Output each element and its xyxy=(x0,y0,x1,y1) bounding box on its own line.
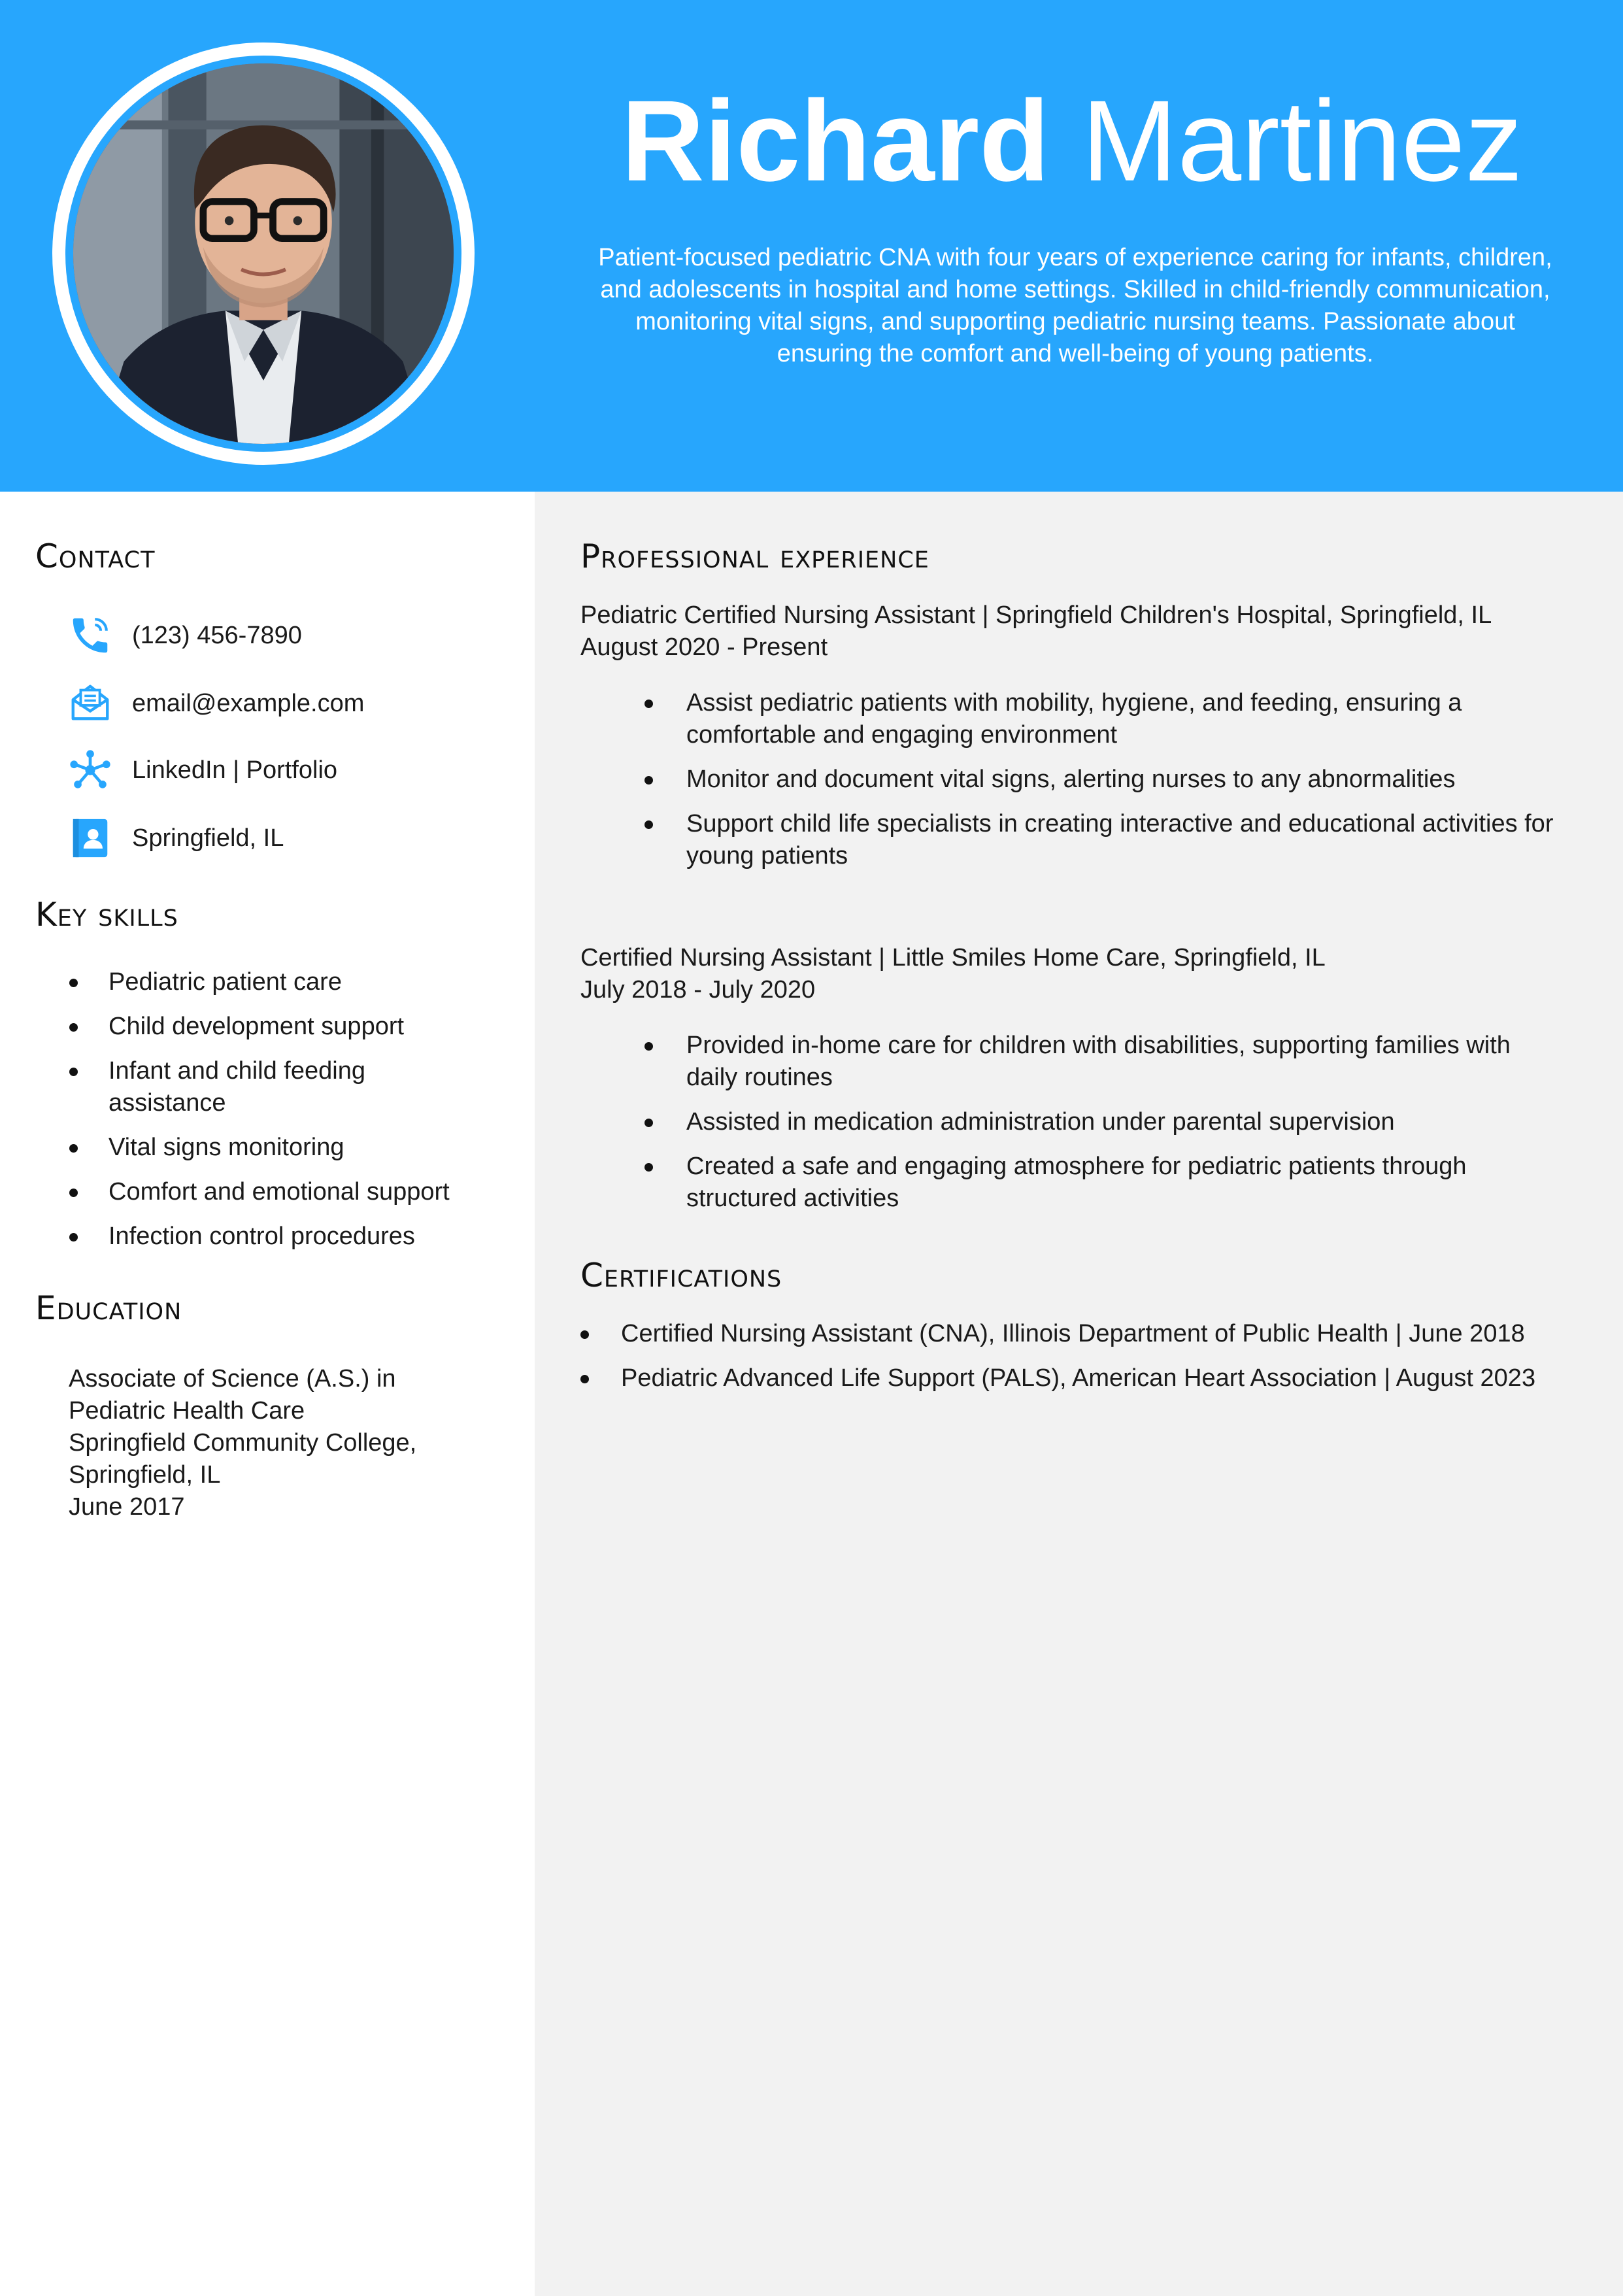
contact-phone xyxy=(65,609,302,662)
skill-text: Vital signs monitoring xyxy=(109,1134,344,1161)
key-skills-heading: Key skills xyxy=(35,896,178,934)
list-item xyxy=(67,966,485,998)
list-item xyxy=(580,1151,1561,1215)
duty-text: Assist pediatric patients with mobility, hygiene, and feeding, ensuring a comfortable and engaging environment xyxy=(686,689,1462,749)
first-name: Richard xyxy=(621,77,1050,205)
skills-list xyxy=(67,966,485,1265)
bullet-icon xyxy=(580,1375,589,1383)
job-duties xyxy=(580,687,1561,872)
education-entry xyxy=(69,1363,474,1523)
bullet-icon xyxy=(69,979,78,987)
list-item xyxy=(67,1132,485,1164)
skill-text: Child development support xyxy=(109,1013,405,1040)
list-item xyxy=(67,1011,485,1043)
last-name: Martinez xyxy=(1081,77,1523,205)
candidate-name xyxy=(582,78,1562,205)
contact-heading: Contact xyxy=(35,537,156,575)
bullet-icon xyxy=(580,1330,589,1339)
certifications-list xyxy=(580,1318,1561,1407)
job-entry xyxy=(580,599,1561,885)
skill-text: Infant and child feeding assistance xyxy=(109,1057,365,1117)
bullet-icon xyxy=(69,1233,78,1241)
bullet-icon xyxy=(69,1144,78,1153)
duty-text: Created a safe and engaging atmosphere for pediatric patients through structured activities xyxy=(686,1153,1467,1212)
bullet-icon xyxy=(69,1068,78,1076)
bullet-icon xyxy=(644,1119,653,1127)
job-entry xyxy=(580,942,1561,1227)
skill-text: Pediatric patient care xyxy=(109,968,342,996)
bullet-icon xyxy=(644,776,653,785)
bullet-icon xyxy=(644,1163,653,1172)
contact-links xyxy=(65,744,337,796)
duty-text: Support child life specialists in creating interactive and educational activities for young patients xyxy=(686,810,1554,869)
duty-text: Assisted in medication administration under parental supervision xyxy=(686,1108,1395,1136)
email-icon xyxy=(65,679,115,728)
certifications-heading: Certifications xyxy=(580,1257,782,1294)
experience-heading: Professional experience xyxy=(580,537,929,575)
certification-text: Pediatric Advanced Life Support (PALS), American Heart Association | August 2023 xyxy=(621,1364,1536,1392)
list-item xyxy=(580,808,1561,872)
degree-line-2: Pediatric Health Care xyxy=(69,1397,305,1425)
location: Springfield, IL xyxy=(132,824,284,852)
contact-card-icon xyxy=(65,813,115,863)
email-address[interactable]: email@example.com xyxy=(132,689,365,717)
duty-text: Monitor and document vital signs, alerting nurses to any abnormalities xyxy=(686,766,1456,793)
profile-photo xyxy=(65,56,461,452)
profile-summary: Patient-focused pediatric CNA with four years of experience caring for infants, children, and adolescents in hospital and home settings. Skilled in child-friendly communication, monitoring vital signs, and supporting pediatric nursing teams. Passionate about ensuring the comfort and well-being of young patients. xyxy=(598,244,1552,367)
phone-icon xyxy=(65,611,115,660)
phone-number[interactable]: (123) 456-7890 xyxy=(132,621,302,649)
bullet-icon xyxy=(69,1189,78,1197)
network-icon xyxy=(65,745,115,795)
contact-location xyxy=(65,812,284,864)
list-item xyxy=(580,687,1561,751)
job-dates: August 2020 - Present xyxy=(580,633,828,661)
skill-text: Infection control procedures xyxy=(109,1223,415,1250)
bullet-icon xyxy=(644,820,653,829)
job-duties xyxy=(580,1030,1561,1215)
contact-email xyxy=(65,677,364,730)
linkedin-portfolio-link[interactable]: LinkedIn | Portfolio xyxy=(132,756,338,784)
job-title: Certified Nursing Assistant | Little Smiles Home Care, Springfield, IL xyxy=(580,944,1326,971)
profile-photo-frame xyxy=(52,42,475,465)
skill-text: Comfort and emotional support xyxy=(109,1178,450,1206)
job-title: Pediatric Certified Nursing Assistant | Springfield Children's Hospital, Springfield, IL xyxy=(580,601,1492,629)
job-dates: July 2018 - July 2020 xyxy=(580,976,816,1004)
degree-line-1: Associate of Science (A.S.) in xyxy=(69,1365,396,1393)
school-name: Springfield Community College, xyxy=(69,1429,417,1457)
list-item xyxy=(580,764,1561,796)
school-location: Springfield, IL xyxy=(69,1461,221,1489)
list-item xyxy=(580,1362,1561,1394)
certification-text: Certified Nursing Assistant (CNA), Illinois Department of Public Health | June 2018 xyxy=(621,1320,1525,1347)
list-item xyxy=(67,1176,485,1208)
bullet-icon xyxy=(69,1023,78,1032)
bullet-icon xyxy=(644,700,653,708)
duty-text: Provided in-home care for children with disabilities, supporting families with daily routines xyxy=(686,1032,1511,1091)
graduation-date: June 2017 xyxy=(69,1493,185,1521)
education-heading: Education xyxy=(35,1289,182,1327)
bullet-icon xyxy=(644,1042,653,1051)
list-item xyxy=(67,1221,485,1253)
resume-header xyxy=(0,0,1623,492)
list-item xyxy=(580,1318,1561,1350)
list-item xyxy=(67,1055,407,1119)
list-item xyxy=(580,1030,1561,1094)
list-item xyxy=(580,1106,1561,1138)
